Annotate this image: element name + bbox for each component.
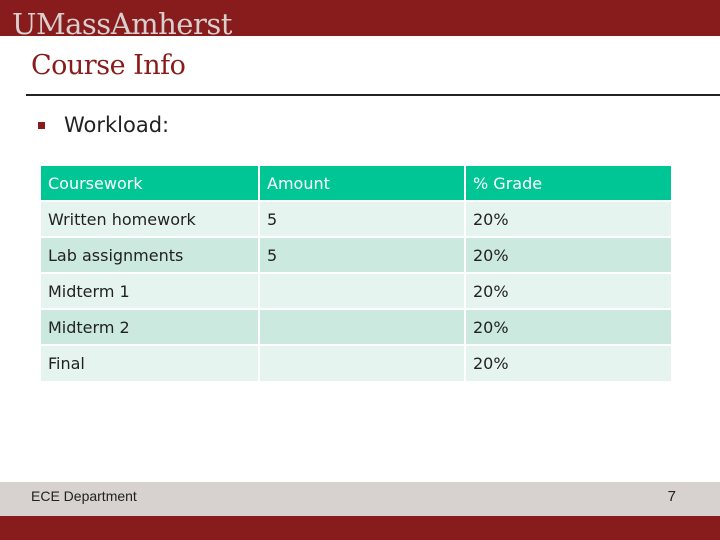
table-row <box>41 237 671 273</box>
footer-bar <box>0 482 720 516</box>
column-header-grade: % Grade <box>465 166 671 201</box>
column-header-amount: Amount <box>259 166 465 201</box>
bottom-bar <box>0 516 720 540</box>
table-row <box>41 201 671 237</box>
table-cell-amount: 5 <box>259 201 465 237</box>
table-cell-grade: 20% <box>465 345 671 381</box>
table-cell-grade: 20% <box>465 273 671 309</box>
title-divider <box>26 94 720 96</box>
header-bar <box>0 0 720 36</box>
table-cell-grade: 20% <box>465 237 671 273</box>
table-row <box>41 309 671 345</box>
table-cell-amount <box>259 345 465 381</box>
bullet-text: Workload: <box>64 113 170 137</box>
table-cell-amount <box>259 309 465 345</box>
table-cell-coursework: Midterm 2 <box>41 309 259 345</box>
square-bullet-icon <box>38 122 45 129</box>
table-cell-coursework: Final <box>41 345 259 381</box>
table-cell-grade: 20% <box>465 309 671 345</box>
footer-department: ECE Department <box>31 488 137 504</box>
slide-title: Course Info <box>31 50 186 81</box>
table-header-row <box>41 166 671 201</box>
table-cell-amount <box>259 273 465 309</box>
table-cell-coursework: Written homework <box>41 201 259 237</box>
table-cell-amount: 5 <box>259 237 465 273</box>
page-number: 7 <box>667 488 676 505</box>
table-cell-coursework: Lab assignments <box>41 237 259 273</box>
column-header-coursework: Coursework <box>41 166 259 201</box>
table-cell-coursework: Midterm 1 <box>41 273 259 309</box>
table-cell-grade: 20% <box>465 201 671 237</box>
workload-table <box>41 166 671 381</box>
table-row <box>41 345 671 381</box>
table-row <box>41 273 671 309</box>
university-logo: UMassAmherst <box>12 7 232 36</box>
